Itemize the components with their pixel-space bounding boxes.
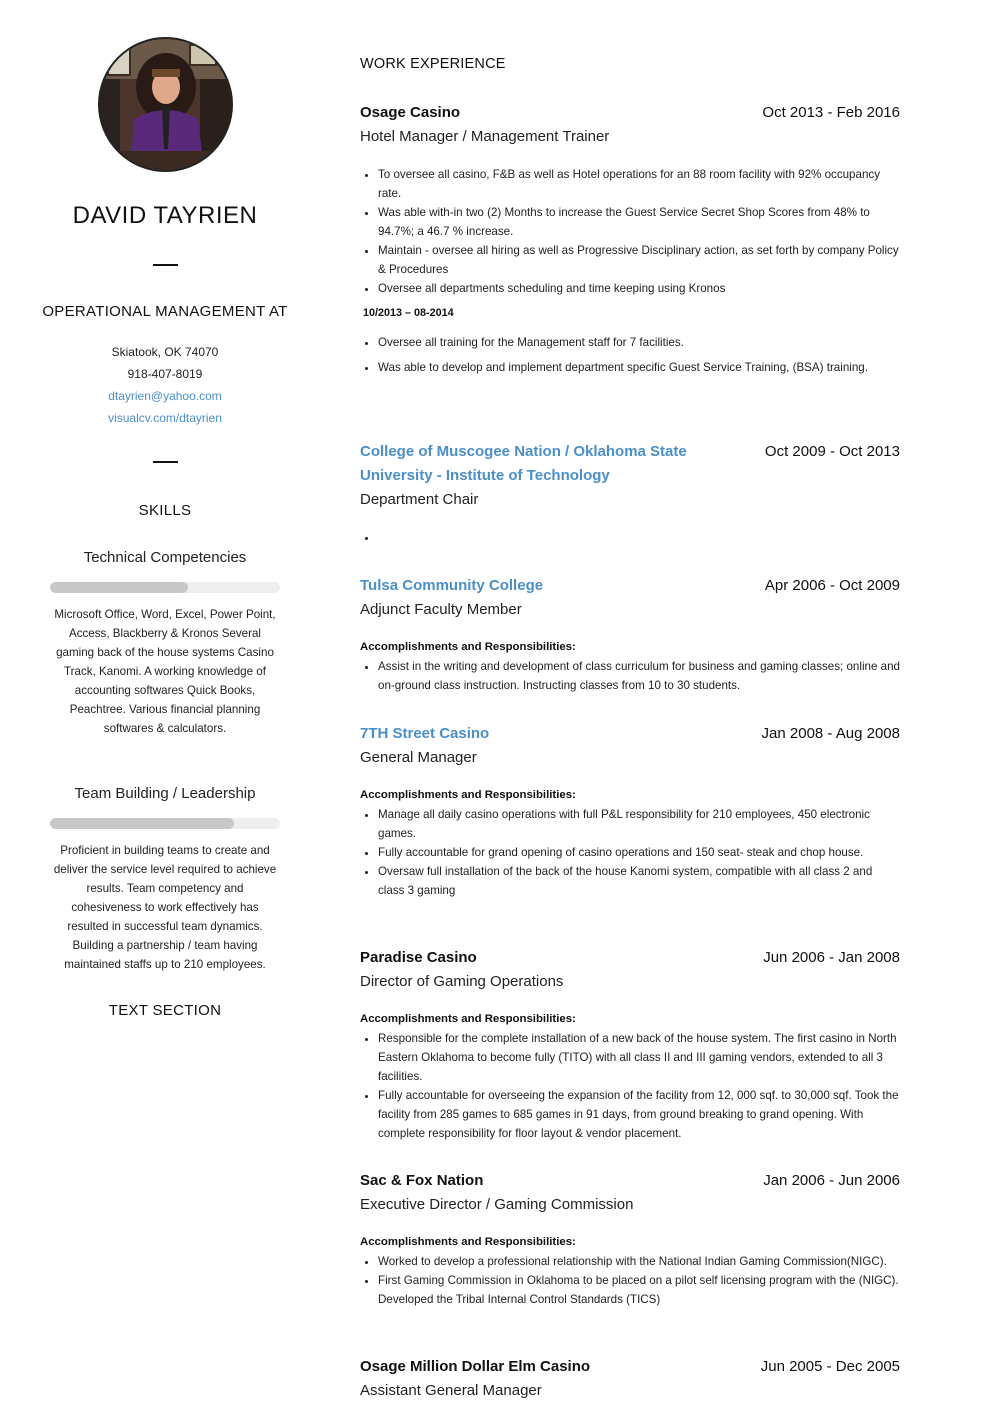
list-item: • Fully accountable for grand opening of casino operations and 150 seat- steak and chop house. xyxy=(378,843,900,862)
accomplishments-label: Accomplishments and Responsibilities: xyxy=(360,789,576,801)
list-item: • Was able with-in two (2) Months to increase the Guest Service Secret Shop Scores from 48% to 94.7%; a 46.7 % increase. xyxy=(378,203,900,241)
email-link[interactable]: dtayrien@yahoo.com xyxy=(108,389,222,403)
job-dates: Apr 2006 - Oct 2009 xyxy=(764,577,900,594)
accomplishments-label: Accomplishments and Responsibilities: xyxy=(360,641,576,653)
list-item: • Worked to develop a professional relationship with the National Indian Gaming Commission(NIGC). xyxy=(378,1252,900,1271)
candidate-name: DAVID TAYRIEN xyxy=(72,202,258,229)
company-link[interactable]: Tulsa Community College xyxy=(360,577,544,594)
accomplishments-label: Accomplishments and Responsibilities: xyxy=(360,1236,576,1248)
list-item: • Was able to develop and implement department specific Guest Service Training, (BSA) training. xyxy=(378,358,900,377)
skills-title: SKILLS xyxy=(138,502,192,519)
bullet-list xyxy=(360,165,900,298)
job-dates: Oct 2009 - Oct 2013 xyxy=(764,443,900,460)
list-item: • Oversee all departments scheduling and time keeping using Kronos xyxy=(378,279,900,298)
job-dates: Oct 2013 - Feb 2016 xyxy=(762,104,900,121)
job-entry xyxy=(360,101,900,377)
list-item: • First Gaming Commission in Oklahoma to be placed on a pilot self licensing program with the (NIGC). Developed the Tribal Internal Control Standards (TICS) xyxy=(378,1271,900,1309)
list-item: • Maintain - oversee all hiring as well as Progressive Disciplinary action, as set forth by company Policy & Procedures xyxy=(378,241,900,279)
list-item: • Responsible for the complete installation of a new back of the house system. The first casino in North Eastern Oklahoma to become fully (TITO) with all class II and III gaming vendors, extended to all 3 facilities. xyxy=(378,1029,900,1086)
company-name: Sac & Fox Nation xyxy=(360,1172,484,1189)
job-entry xyxy=(360,722,900,900)
job-entry xyxy=(360,574,900,695)
job-role: Hotel Manager / Management Trainer xyxy=(360,128,610,145)
list-item: • Fully accountable for overseeing the expansion of the facility from 12, 000 sqf. to 30,000 sqf. Took the facility from 285 games to 685 games in 91 days, from ground breaking to grand opening. With complete responsibility for floor layout & vendor placement. xyxy=(378,1086,900,1143)
divider xyxy=(153,264,178,266)
company-link[interactable]: 7TH Street Casino xyxy=(360,725,490,742)
job-role: Executive Director / Gaming Commission xyxy=(360,1196,634,1213)
headline: OPERATIONAL MANAGEMENT AT xyxy=(42,303,288,320)
location: Skiatook, OK 74070 xyxy=(111,345,219,359)
company-name: Osage Casino xyxy=(360,104,461,121)
text-section-title: TEXT SECTION xyxy=(108,1002,222,1019)
list-item xyxy=(378,528,900,547)
skill-name: Team Building / Leadership xyxy=(74,785,256,802)
job-entry xyxy=(360,440,900,547)
company-name: Paradise Casino xyxy=(360,949,477,966)
contact-block xyxy=(30,341,300,429)
bullet-list xyxy=(360,528,900,547)
skill-description: Proficient in building teams to create and deliver the service level required to achieve results. Team competency and cohesiveness to work effectively has resulted in successful team dynamics. Building a partnership / team having maintained staffs up to 210 employees. xyxy=(53,844,277,971)
accomplishments-label: Accomplishments and Responsibilities: xyxy=(360,1013,576,1025)
divider xyxy=(153,461,178,463)
job-role: General Manager xyxy=(360,749,477,766)
skill-level-fill xyxy=(50,818,234,829)
job-role: Adjunct Faculty Member xyxy=(360,601,522,618)
job-dates: Jan 2008 - Aug 2008 xyxy=(761,725,900,742)
job-entry xyxy=(360,946,900,1143)
bullet-list xyxy=(360,657,900,695)
phone: 918-407-8019 xyxy=(127,367,203,381)
bullet-list xyxy=(360,1252,900,1309)
skill-level-fill xyxy=(50,582,188,593)
skill-description: Microsoft Office, Word, Excel, Power Point, Access, Blackberry & Kronos Several gaming back of the house systems Casino Track, Kanomi. A working knowledge of accounting softwares Quick Books, Peachtree. Various financial planning softwares & calculators. xyxy=(54,608,276,735)
list-item: • Assist in the writing and development of class curriculum for business and gaming classes; online and on-ground class instruction. Instructing classes from 10 to 30 students. xyxy=(378,657,900,695)
job-role: Assistant General Manager xyxy=(360,1382,542,1399)
list-item: • To oversee all casino, F&B as well as Hotel operations for an 88 room facility with 92% occupancy rate. xyxy=(378,165,900,203)
skill-name: Technical Competencies xyxy=(83,549,247,566)
list-item: • Oversaw full installation of the back of the house Kanomi system, compatible with all class 2 and class 3 gaming xyxy=(378,862,900,900)
skill-level-bar xyxy=(50,582,280,593)
job-entry xyxy=(360,1169,900,1309)
job-dates: Jan 2006 - Jun 2006 xyxy=(763,1172,900,1189)
bullet-list xyxy=(360,805,900,900)
skill-level-bar xyxy=(50,818,280,829)
date-subheading: 10/2013 – 08-2014 xyxy=(363,307,454,319)
job-role: Director of Gaming Operations xyxy=(360,973,564,990)
profile-photo xyxy=(98,37,233,172)
job-entry xyxy=(360,1355,900,1403)
list-item: • Manage all daily casino operations with full P&L responsibility for 210 employees, 450 electronic games. xyxy=(378,805,900,843)
sidebar xyxy=(30,0,300,1410)
list-item: • Oversee all training for the Management staff for 7 facilities. xyxy=(378,333,900,352)
company-link[interactable]: College of Muscogee Nation / Oklahoma State University - Institute of Technology xyxy=(360,443,687,484)
job-dates: Jun 2006 - Jan 2008 xyxy=(763,949,900,966)
bullet-list xyxy=(360,333,900,377)
bullet-list xyxy=(360,1029,900,1143)
section-title: WORK EXPERIENCE xyxy=(360,56,506,72)
job-role: Department Chair xyxy=(360,491,479,508)
job-dates: Jun 2005 - Dec 2005 xyxy=(760,1358,900,1375)
website-link[interactable]: visualcv.com/dtayrien xyxy=(108,411,222,425)
company-name: Osage Million Dollar Elm Casino xyxy=(360,1358,591,1375)
